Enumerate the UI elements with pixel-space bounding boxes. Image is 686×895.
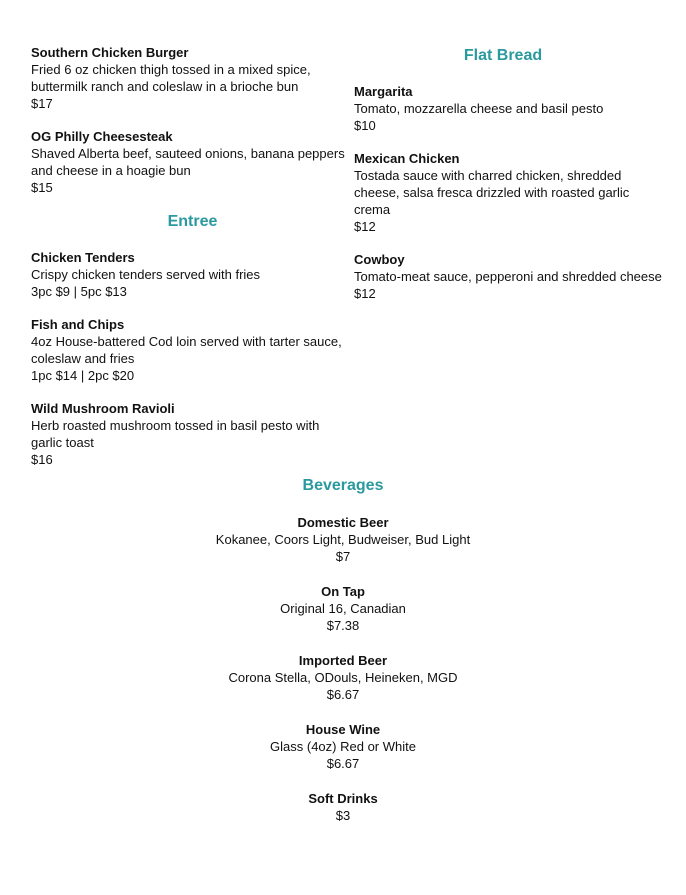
menu-item bbox=[0, 652, 686, 703]
menu-item bbox=[31, 44, 351, 112]
item-price: $17 bbox=[31, 96, 53, 111]
section-title-flat-bread: Flat Bread bbox=[463, 47, 543, 64]
item-description: Original 16, Canadian bbox=[280, 601, 406, 616]
item-price: $10 bbox=[354, 118, 376, 133]
item-description: Glass (4oz) Red or White bbox=[270, 739, 416, 754]
item-name: On Tap bbox=[321, 584, 365, 599]
item-description: Corona Stella, ODouls, Heineken, MGD bbox=[228, 670, 458, 685]
menu-item bbox=[0, 721, 686, 772]
left-column bbox=[31, 44, 351, 484]
item-description: Kokanee, Coors Light, Budweiser, Bud Light bbox=[215, 532, 471, 547]
item-description: Tostada sauce with charred chicken, shredded cheese, salsa fresca drizzled with roasted garlic crema bbox=[354, 168, 630, 217]
item-name: Soft Drinks bbox=[308, 791, 378, 806]
item-price: $6.67 bbox=[326, 756, 360, 771]
item-name: Wild Mushroom Ravioli bbox=[31, 401, 175, 416]
item-price: $6.67 bbox=[326, 687, 360, 702]
item-name: Southern Chicken Burger bbox=[31, 45, 189, 60]
item-description: 4oz House-battered Cod loin served with tarter sauce, coleslaw and fries bbox=[31, 334, 342, 366]
item-price: 3pc $9 | 5pc $13 bbox=[31, 284, 127, 299]
item-price: 1pc $14 | 2pc $20 bbox=[31, 368, 135, 383]
item-name: House Wine bbox=[305, 722, 381, 737]
item-name: Domestic Beer bbox=[297, 515, 389, 530]
item-price: $7 bbox=[335, 549, 351, 564]
item-price: $15 bbox=[31, 180, 53, 195]
section-title-beverages: Beverages bbox=[302, 477, 384, 494]
menu-item bbox=[31, 128, 351, 196]
menu-item bbox=[0, 790, 686, 824]
item-price: $7.38 bbox=[326, 618, 360, 633]
item-description: Shaved Alberta beef, sauteed onions, banana peppers and cheese in a hoagie bun bbox=[31, 146, 345, 178]
beverages-section bbox=[0, 476, 686, 842]
menu-item bbox=[31, 249, 351, 300]
item-name: Fish and Chips bbox=[31, 317, 125, 332]
item-name: Mexican Chicken bbox=[354, 151, 460, 166]
item-description: Tomato-meat sauce, pepperoni and shredded cheese bbox=[354, 269, 662, 284]
item-price: $12 bbox=[354, 219, 376, 234]
menu-item bbox=[0, 583, 686, 634]
item-price: $3 bbox=[335, 808, 351, 823]
item-description: Crispy chicken tenders served with fries bbox=[31, 267, 261, 282]
menu-item bbox=[0, 514, 686, 565]
item-name: Cowboy bbox=[354, 252, 405, 267]
menu-item bbox=[31, 316, 351, 384]
item-name: Chicken Tenders bbox=[31, 250, 135, 265]
item-description: Tomato, mozzarella cheese and basil pesto bbox=[354, 101, 604, 116]
menu-item bbox=[354, 150, 664, 235]
item-description: Fried 6 oz chicken thigh tossed in a mixed spice, buttermilk ranch and coleslaw in a brioche bun bbox=[31, 62, 311, 94]
menu-item bbox=[354, 251, 664, 302]
item-name: Margarita bbox=[354, 84, 413, 99]
item-description: Herb roasted mushroom tossed in basil pesto with garlic toast bbox=[31, 418, 320, 450]
menu-item bbox=[354, 83, 664, 134]
right-column bbox=[354, 46, 664, 318]
item-price: $12 bbox=[354, 286, 376, 301]
section-title-entree: Entree bbox=[167, 213, 218, 230]
item-name: OG Philly Cheesesteak bbox=[31, 129, 173, 144]
menu-item bbox=[31, 400, 351, 468]
item-price: $16 bbox=[31, 452, 53, 467]
item-name: Imported Beer bbox=[298, 653, 388, 668]
